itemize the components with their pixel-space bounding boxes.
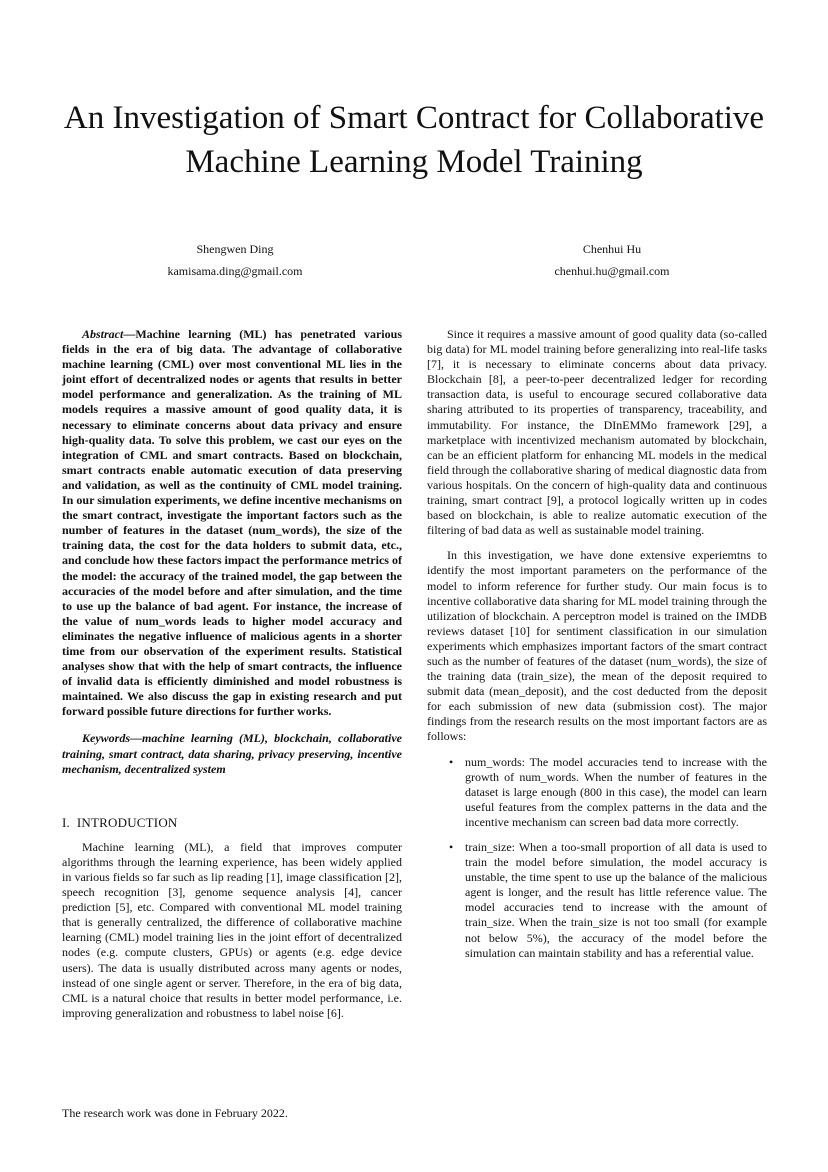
keywords-dash: — bbox=[130, 731, 142, 746]
author-name: Chenhui Hu bbox=[582, 242, 642, 256]
findings-list bbox=[427, 755, 767, 961]
footnote: The research work was done in February 2022. bbox=[62, 1106, 288, 1120]
abstract-dash: — bbox=[123, 327, 136, 341]
paper-title: An Investigation of Smart Contract for Collaborative Machine Learning Model Training bbox=[63, 100, 765, 180]
bullet-icon: • bbox=[449, 840, 454, 854]
section-title-rest: NTRODUCTION bbox=[81, 814, 178, 830]
section-title-first-letter: I bbox=[76, 814, 82, 830]
section-heading-introduction bbox=[62, 815, 402, 830]
right-column bbox=[427, 327, 767, 971]
list-item bbox=[427, 840, 767, 961]
author-block-1 bbox=[85, 238, 385, 282]
abstract bbox=[62, 327, 402, 719]
keywords-text: machine learning (ML), blockchain, collaborative training, smart contract, data sharing, privacy preserving, incentive mechanism, decentralized system bbox=[62, 731, 402, 776]
body-paragraph-1: Since it requires a massive amount of good quality data (so-called big data) for ML model training before generalizing into real-life tasks [7], it is necessary to eliminate concerns about data privacy. Blockchain [8], a peer-to-peer decentralized ledger for recording transaction data, is useful to encourage secured collaborative data sharing attributed to its properties of transparency, traceability, and immutability. For instance, the DInEMMo framework [29], a marketplace with incentivized mechanism automated by blockchain, can be an efficient platform for enhancing ML models in the medical field through the collaborative sharing of medical diagnostic data from various hospitals. On the concern of high-quality data and continuous training, smart contract [9], a protocol logically written up in codes based on blockchain, is able to realize automatic execution of the filtering of bad data as well as sustainable model training. bbox=[427, 327, 767, 538]
section-number: I. bbox=[62, 814, 70, 830]
list-item-text: num_words: The model accuracies tend to increase with the growth of num_words. When the number of features in the dataset is large enough (800 in this case), the model can learn useful features from the complex patterns in the data and the incentive mechanism can screen bad data more correctly. bbox=[465, 754, 767, 829]
author-email: chenhui.hu@gmail.com bbox=[554, 264, 670, 278]
abstract-label: Abstract bbox=[82, 327, 124, 341]
bullet-icon: • bbox=[449, 754, 454, 769]
keywords bbox=[62, 731, 402, 776]
list-item-text: train_size: When a too-small proportion of all data is used to train the model before simulation, the model accuracy is unstable, the time spent to use up the balance of the malicious agent is longer, and the result has little reference value. The model accuracies tend to increase with the amount of train_size. When the train_size is not too small (for example not below 5%), the accuracy of the model before the simulation can maintain stability and has a referential value. bbox=[465, 840, 767, 960]
author-block-2 bbox=[462, 238, 762, 282]
introduction-paragraph: Machine learning (ML), a field that improves computer algorithms through the learning experience, has been widely applied in various fields so far such as lip reading [1], image classification [2], speech recognition [3], genome sequence analysis [4], cancer prediction [5], etc. Compared with conventional ML model training that is generally centralized, the difference of collaborative machine learning (CML) model training lies in the joint effort of decentralized nodes (e.g. compute clusters, GPUs) or agents (e.g. edge device users). The data is usually distributed across many agents or nodes, instead of one single agent or server. Therefore, in the era of big data, CML is a natural choice that results in better model performance, i.e. improving generalization and robustness to label noise [6]. bbox=[62, 839, 402, 1020]
abstract-text: Machine learning (ML) has penetrated various fields in the era of big data. The advantage of collaborative machine learning (CML) over most conventional ML lies in the joint effort of decentralized nodes or agents that results in better model performance and generalization. As the training of ML models requires a massive amount of good quality data, it is necessary to eliminate concerns about data privacy and ensure high-quality data. To solve this problem, we cast our eyes on the integration of CML and smart contracts. Based on blockchain, smart contracts enable automatic execution of data preserving and validation, as well as the continuity of CML model training. In our simulation experiments, we define incentive mechanisms on the smart contract, investigate the important factors such as the number of features in the dataset (num_words), the size of the training data, the cost for the data holders to submit data, etc., and conclude how these factors impact the performance metrics of the model: the accuracy of the trained model, the gap between the accuracies of the model before and after simulation, and the time to use up the balance of bad agent. For instance, the increase of the value of num_words leads to higher model accuracy and eliminates the negative influence of malicious agents in a shorter time from our observation of the experiment results. Statistical analyses show that with the help of smart contracts, the influence of invalid data is efficiently diminished and model robustness is maintained. We also discuss the gap in existing research and put forward possible future directions for further works. bbox=[62, 327, 402, 719]
left-column bbox=[62, 327, 402, 1021]
author-email: kamisama.ding@gmail.com bbox=[167, 264, 303, 278]
body-paragraph-2: In this investigation, we have done extensive experiemtns to identify the most important parameters on the performance of the model to inform reference for further study. Our main focus is to incentive collaborative data sharing for ML model training through the utilization of blockchain. A perceptron model is trained on the IMDB reviews dataset [10] for sentiment classification in our simulation experiments which emphasizes important factors of the smart contract such as the number of features of the dataset (num_words), the size of the training data (train_size), the mean of the deposit required to submit data (mean_deposit), and the cost deducted from the deposit for each submission of new data (submission cost). The major findings from the research results on the most important factors are as follows: bbox=[427, 548, 767, 744]
keywords-label: Keywords bbox=[82, 731, 130, 746]
author-name: Shengwen Ding bbox=[196, 242, 274, 256]
list-item bbox=[427, 755, 767, 830]
